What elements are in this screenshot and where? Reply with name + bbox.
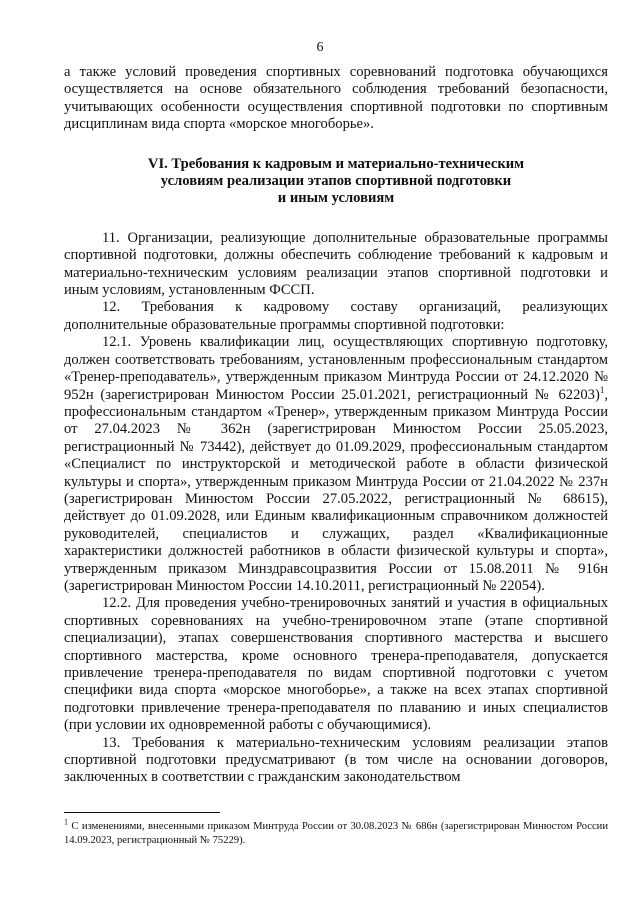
section-heading-line-1: VI. Требования к кадровым и материально-техническим <box>147 155 525 172</box>
intro-paragraph: а также условий проведения спортивных соревнований подготовка обучающихся осуществляется на основе обязательного соблюдения требований безопасности, учитывающих особенности осуществления спортивной подготовки по спортивным дисциплинам вида спорта «морское многоборье». <box>64 64 608 133</box>
footnote <box>64 817 608 848</box>
paragraph-11: 11. Организации, реализующие дополнительные образовательные программы спортивной подготовки, должны обеспечить соблюдение требований к кадровым и материально-техническим условиям реализации этапов спортивной подготовки и иным условиям, установленным ФССП. <box>64 229 608 299</box>
footnote-divider <box>64 812 220 813</box>
footnote-text: С изменениями, внесенными приказом Минтруда России от 30.08.2023 № 686н (зарегистрирован Минюстом России 14.09.2023, регистрационный № 75229). <box>64 821 608 846</box>
paragraph-12-2: 12.2. Для проведения учебно-тренировочных занятий и участия в официальных спортивных соревнованиях на учебно-тренировочном этапе (этапе спортивной специализации), этапах совершенствования спортивного мастерства и высшего спортивного мастерства, кроме основного тренера-преподавателя, допускается привлечение тренера-преподавателя по видам спортивной подготовки с учетом специфики вида спорта «морское многоборье», а также на всех этапах спортивной подготовки привлечение тренера-преподавателя по плаванию и иных специалистов (при условии их одновременной работы с обучающимися). <box>64 595 608 734</box>
page-number: 6 <box>316 40 324 55</box>
paragraph-12-1-part-1: 12.1. Уровень квалификации лиц, осуществляющих спортивную подготовку, должен соответствовать требованиям, установленным профессиональным стандартом «Тренер-преподаватель», утвержденным приказом Минтруда России от 24.12.2020 № 952н (зарегистрирован Минюстом России 25.01.2021, регистрационный № 62203) <box>64 334 608 403</box>
footnote-reference: 1 <box>599 384 605 395</box>
paragraph-13: 13. Требования к материально-техническим условиям реализации этапов спортивной подготовки предусматривают (в том числе на основании договоров, заключенных в соответствии с гражданским законодательством <box>64 734 608 786</box>
section-heading-line-2: условиям реализации этапов спортивной подготовки <box>160 173 512 190</box>
paragraph-12: 12. Требования к кадровому составу организаций, реализующих дополнительные образовательные программы спортивной подготовки: <box>64 299 608 333</box>
section-heading-line-3: и иным условиям <box>277 190 395 207</box>
footnote-mark: 1 <box>64 817 68 827</box>
paragraph-12-1-part-2: , профессиональным стандартом «Тренер», утвержденным приказом Минтруда России от 27.04.2023 № 362н (зарегистрирован Минюстом России 25.05.2023, регистрационный № 73442), действует до 01.09.2029, профессиональным стандартом «Специалист по инструкторской и методической работе в области физической культуры и спорта», утвержденным приказом Минтруда России от 21.04.2022 № 237н (зарегистрирован Минюстом России 27.05.2022, регистрационный № 68615), действует до 01.09.2028, или Единым квалификационным справочником должностей руководителей, специалистов и служащих, раздел «Квалификационные характеристики должностей работников в области физической культуры и спорта», утвержденным приказом Минздравсоцразвития России от 15.08.2011 № 916н (зарегистрирован Минюстом России 14.10.2011, регистрационный № 22054). <box>64 386 608 594</box>
document-body <box>64 64 608 787</box>
section-heading <box>64 156 608 208</box>
paragraph-12-1 <box>64 334 608 595</box>
